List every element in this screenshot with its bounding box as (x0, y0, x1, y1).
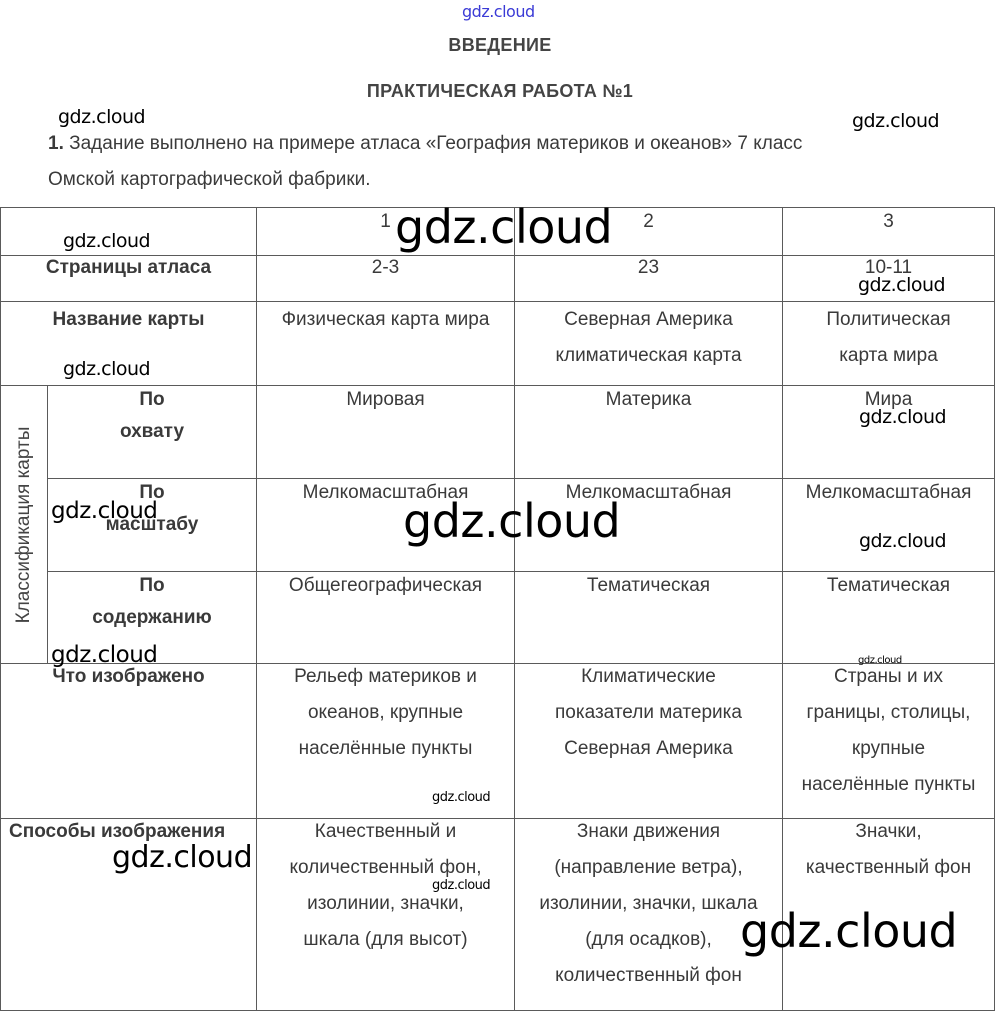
cell-line: Физическая карта мира (281, 309, 490, 330)
cell-line: изолинии, значки, шкала (539, 893, 758, 914)
cell-line: Рельеф материков и (294, 666, 477, 687)
cell-line: климатическая карта (555, 345, 742, 366)
table-row (1, 664, 995, 819)
table-cell (257, 302, 515, 386)
cell-line: границы, столицы, (806, 702, 971, 723)
cell-line: населённые пункты (298, 738, 473, 759)
cell-line: океанов, крупные (307, 702, 464, 723)
cell-line: Политическая (826, 309, 951, 330)
cell-line: количественный фон, (289, 857, 482, 878)
sub-label: содержанию (92, 607, 212, 628)
cell-line: шкала (для высот) (303, 929, 468, 950)
watermark: gdz.cloud (740, 904, 958, 958)
column-header: 1 (257, 208, 515, 256)
cell-line: изолинии, значки, (307, 893, 464, 914)
watermark: gdz.cloud (58, 106, 146, 128)
sub-label: По (139, 482, 165, 503)
watermark: gdz.cloud (112, 840, 253, 875)
cell-line: Знаки движения (576, 821, 721, 842)
table-cell: 10-11 (783, 256, 995, 302)
watermark: gdz.cloud (858, 655, 902, 666)
table-cell: Материка (515, 386, 783, 479)
row-header-scale (48, 479, 257, 572)
watermark: gdz.cloud (859, 406, 947, 428)
table-cell (783, 302, 995, 386)
table-cell: Мира (783, 386, 995, 479)
watermark: gdz.cloud (858, 274, 946, 296)
sub-label: масштабу (105, 514, 199, 535)
classification-label: Классификация карты (13, 426, 34, 623)
cell-line: Северная Америка (564, 738, 733, 759)
task-line-1: Задание выполнено на примере атласа «География материков и океанов» 7 класс (69, 133, 803, 154)
cell-line: Качественный и (314, 821, 457, 842)
cell-line: Страны и их (834, 666, 943, 687)
table-cell: Тематическая (783, 572, 995, 664)
table-cell: Мировая (257, 386, 515, 479)
cell-line: Климатические (581, 666, 716, 687)
table-row (1, 386, 995, 479)
table-cell: 2-3 (257, 256, 515, 302)
cell-line: количественный фон (555, 965, 742, 986)
classification-cell (1, 386, 48, 664)
sub-label: охвату (119, 421, 185, 442)
cell-line: Значки, (855, 821, 922, 842)
cell-line: показатели материка (555, 702, 742, 723)
cell-line: Северная Америка (564, 309, 733, 330)
watermark: gdz.cloud (63, 230, 151, 252)
watermark: gdz.cloud (852, 110, 940, 132)
watermark: gdz.cloud (51, 642, 158, 668)
section-heading: ВВЕДЕНИЕ (448, 35, 552, 55)
watermark: gdz.cloud (462, 2, 535, 21)
task-line-2: Омской картографической фабрики. (48, 169, 371, 190)
table-cell: 23 (515, 256, 783, 302)
column-header: 2 (515, 208, 783, 256)
cell-line: крупные (851, 738, 926, 759)
row-header-depicted: Что изображено (1, 664, 257, 819)
row-header-map-name: Название карты (1, 302, 257, 386)
task-text (48, 126, 948, 198)
watermark: gdz.cloud (432, 878, 491, 893)
table-cell (783, 664, 995, 819)
watermark: gdz.cloud (432, 790, 491, 805)
row-header-pages: Страницы атласа (1, 256, 257, 302)
table-cell: Общегеографическая (257, 572, 515, 664)
cell-line: карта мира (839, 345, 938, 366)
table-cell: Мелкомасштабная (783, 479, 995, 572)
cell-line: (для осадков), (585, 929, 712, 950)
cell-line: качественный фон (805, 857, 972, 878)
cell-line: населённые пункты (801, 774, 976, 795)
table-row (1, 256, 995, 302)
watermark: gdz.cloud (403, 494, 621, 548)
row-header-coverage (48, 386, 257, 479)
row-header-methods: Способы изображения (1, 819, 257, 1011)
table-cell: Мелкомасштабная (515, 479, 783, 572)
sub-label: По (139, 575, 165, 596)
table-cell (257, 819, 515, 1011)
task-number: 1. (48, 133, 64, 154)
table-cell (515, 302, 783, 386)
table-cell (515, 664, 783, 819)
table-cell: Тематическая (515, 572, 783, 664)
column-header: 3 (783, 208, 995, 256)
watermark: gdz.cloud (51, 498, 158, 524)
sub-label: По (139, 389, 165, 410)
watermark: gdz.cloud (859, 530, 947, 552)
atlas-table (0, 207, 995, 1011)
practical-work-title: ПРАКТИЧЕСКАЯ РАБОТА №1 (366, 81, 634, 101)
watermark: gdz.cloud (63, 358, 151, 380)
cell-line: (направление ветра), (554, 857, 743, 878)
table-cell: Мелкомасштабная (257, 479, 515, 572)
watermark: gdz.cloud (395, 200, 613, 254)
